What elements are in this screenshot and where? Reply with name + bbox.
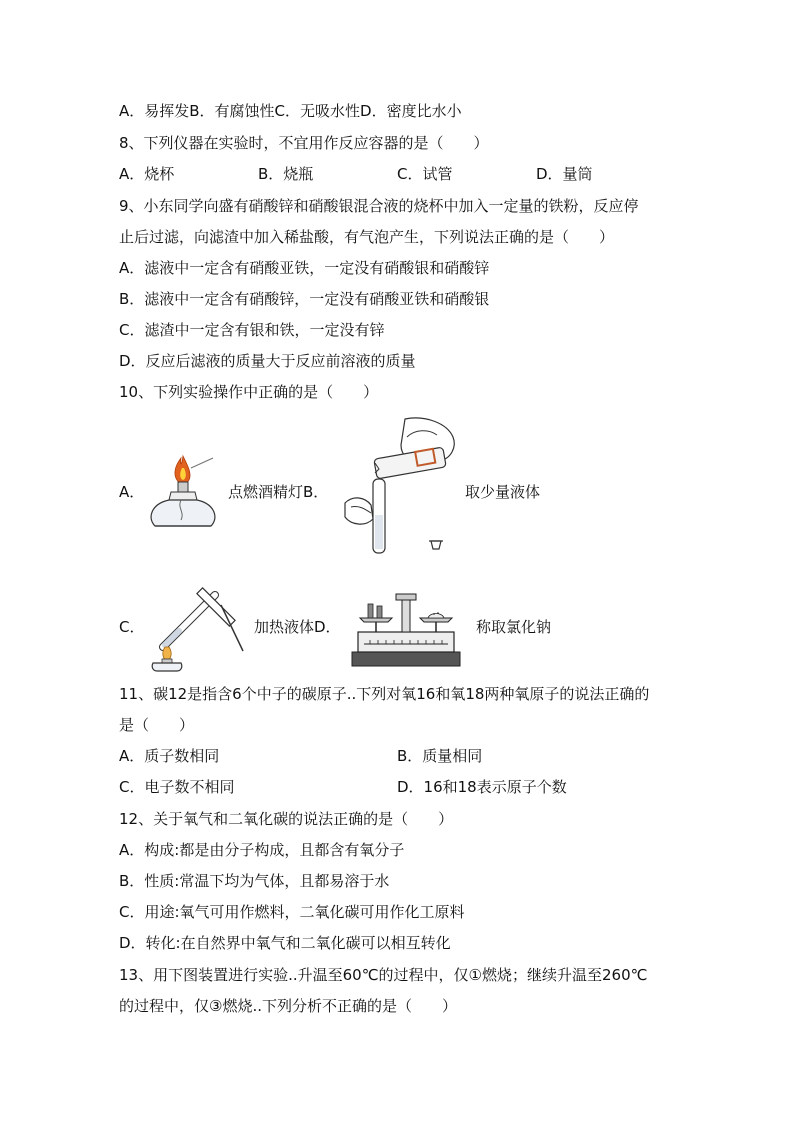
q10-option-b-text: 取少量液体 [465, 483, 541, 501]
q8-option-c: C．试管 [397, 165, 453, 183]
q9-stem-line1: 9、小东同学向盛有硝酸锌和硝酸银混合液的烧杯中加入一定量的铁粉，反应停 [119, 197, 639, 215]
pouring-liquid-figure [335, 415, 465, 555]
q9-option-c: C．滤渣中一定含有银和铁，一定没有锌 [119, 321, 385, 339]
q12-stem: 12、关于氧气和二氧化碳的说法正确的是（ ） [119, 810, 454, 828]
heating-liquid-figure [145, 585, 247, 673]
q10-stem: 10、下列实验操作中正确的是（ ） [119, 383, 379, 401]
q8-option-b: B．烧瓶 [258, 165, 314, 183]
q11-stem-line1: 11、碳12是指含6个中子的碳原子..下列对氧16和氧18两种氧原子的说法正确的 [119, 685, 650, 703]
q12-option-c: C．用途:氧气可用作燃料，二氧化碳可用作化工原料 [119, 903, 465, 921]
q8-stem: 8、下列仪器在实验时，不宜用作反应容器的是（ ） [119, 134, 489, 152]
q13-stem-line1: 13、用下图装置进行实验..升温至60℃的过程中，仅①燃烧；继续升温至260℃ [119, 966, 648, 984]
q9-stem-line2: 止后过滤，向滤渣中加入稀盐酸，有气泡产生，下列说法正确的是（ ） [119, 228, 615, 246]
q9-option-b: B．滤液中一定含有硝酸锌，一定没有硝酸亚铁和硝酸银 [119, 290, 490, 308]
q13-stem-line2: 的过程中，仅③燃烧..下列分析不正确的是（ ） [119, 997, 457, 1015]
q10-option-d-text: 称取氯化钠 [476, 618, 552, 636]
q11-option-d: D．16和18表示原子个数 [397, 778, 567, 796]
q8-option-a: A．烧杯 [119, 165, 175, 183]
q11-option-c: C．电子数不相同 [119, 778, 235, 796]
q10-option-a-text: 点燃酒精灯B． [228, 483, 329, 501]
q12-option-a: A．构成:都是由分子构成，且都含有氧分子 [119, 841, 405, 859]
q11-stem-line2: 是（ ） [119, 716, 195, 734]
q7-options: A．易挥发B．有腐蚀性C．无吸水性D．密度比水小 [119, 102, 462, 120]
q10-option-c-prefix: C． [119, 618, 145, 636]
alcohol-lamp-figure [145, 450, 225, 538]
q10-option-a-prefix: A． [119, 483, 145, 501]
q11-option-b: B．质量相同 [397, 747, 483, 765]
q8-option-d: D．量筒 [536, 165, 593, 183]
balance-figure [350, 588, 462, 668]
q11-option-a: A．质子数相同 [119, 747, 220, 765]
q12-option-d: D．转化:在自然界中氧气和二氧化碳可以相互转化 [119, 934, 451, 952]
q12-option-b: B．性质:常温下均为气体，且都易溶于水 [119, 872, 390, 890]
q9-option-a: A．滤液中一定含有硝酸亚铁，一定没有硝酸银和硝酸锌 [119, 259, 490, 277]
q9-option-d: D．反应后滤液的质量大于反应前溶液的质量 [119, 352, 416, 370]
q10-option-c-text: 加热液体D． [254, 618, 341, 636]
